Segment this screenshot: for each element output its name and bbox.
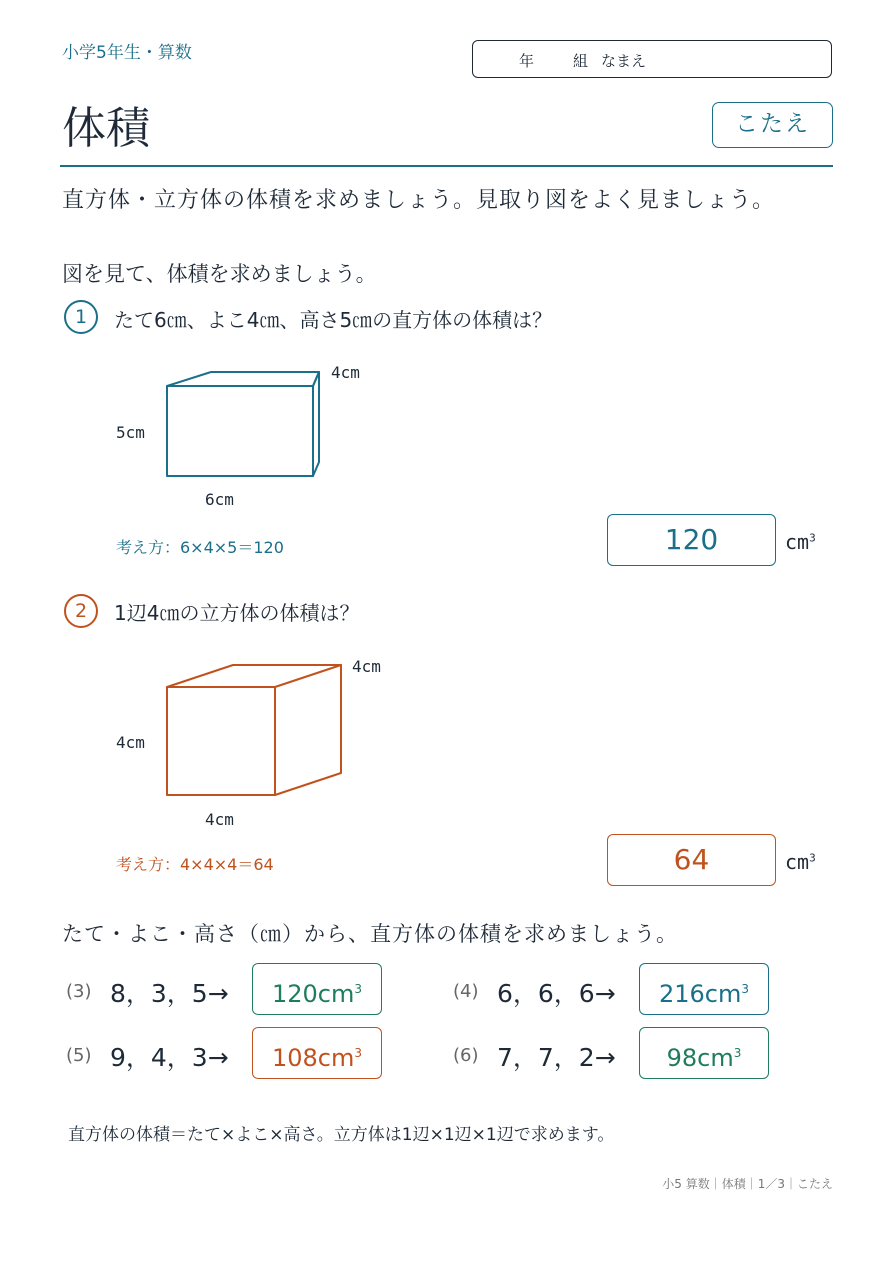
problem-label: (3) — [66, 981, 92, 1002]
section1-heading: 図を見て、体積を求めましょう。 — [62, 262, 377, 286]
page-title: 体積 — [62, 103, 150, 154]
name-box-year: 年 — [519, 52, 535, 70]
problem-numbers: 9，4，3→ — [110, 1043, 229, 1072]
height-label: 4cm — [116, 733, 145, 752]
cuboid-figure — [160, 365, 330, 485]
howto-text: 考え方：6×4×5＝120 — [116, 538, 284, 557]
subject-label: 小学5年生・算数 — [62, 43, 192, 63]
problem-numbers: 7，7，2→ — [497, 1043, 616, 1072]
question-number: 1 — [64, 300, 98, 334]
answer-box[interactable]: 64 — [607, 834, 776, 886]
depth-label: 4cm — [352, 657, 381, 676]
problem-answer-box[interactable]: $98cm^3$ — [639, 1027, 769, 1079]
problem-answer-box[interactable]: $108cm^3$ — [252, 1027, 382, 1079]
problem-numbers: 8，3，5→ — [110, 979, 229, 1008]
howto-text: 考え方：4×4×4＝64 — [116, 855, 274, 874]
problem-label: (6) — [453, 1045, 479, 1066]
question-text: たて6㎝、よこ4㎝、高さ5㎝の直方体の体積は？ — [114, 308, 553, 332]
question-text: 1辺4㎝の立方体の体積は？ — [114, 601, 360, 625]
cube-figure — [160, 660, 350, 805]
title-divider — [60, 165, 833, 167]
page-footer: 小5 算数｜体積｜1／3｜こたえ — [662, 1177, 833, 1191]
depth-label: 4cm — [331, 363, 360, 382]
name-box-name: なまえ — [601, 52, 647, 70]
unit-label: $cm^3$ — [785, 850, 816, 874]
section2-heading: たて・よこ・高さ（㎝）から、直方体の体積を求めましょう。 — [62, 922, 678, 946]
answer-box[interactable]: 120 — [607, 514, 776, 566]
unit-label: $cm^3$ — [785, 530, 816, 554]
height-label: 5cm — [116, 423, 145, 442]
question-number: 2 — [64, 594, 98, 628]
width-label: 6cm — [205, 490, 234, 509]
problem-label: (5) — [66, 1045, 92, 1066]
name-box-class: 組 — [573, 52, 589, 70]
problem-answer-box[interactable]: $120cm^3$ — [252, 963, 382, 1015]
problem-label: (4) — [453, 981, 479, 1002]
answer-badge: こたえ — [712, 102, 833, 148]
intro-text: 直方体・立方体の体積を求めましょう。見取り図をよく見ましょう。 — [62, 188, 776, 213]
width-label: 4cm — [205, 810, 234, 829]
name-box[interactable] — [472, 40, 832, 78]
problem-answer-box[interactable]: $216cm^3$ — [639, 963, 769, 1015]
problem-numbers: 6，6，6→ — [497, 979, 616, 1008]
formula-note: 直方体の体積＝たて×よこ×高さ。立方体は1辺×1辺×1辺で求めます。 — [68, 1125, 615, 1145]
